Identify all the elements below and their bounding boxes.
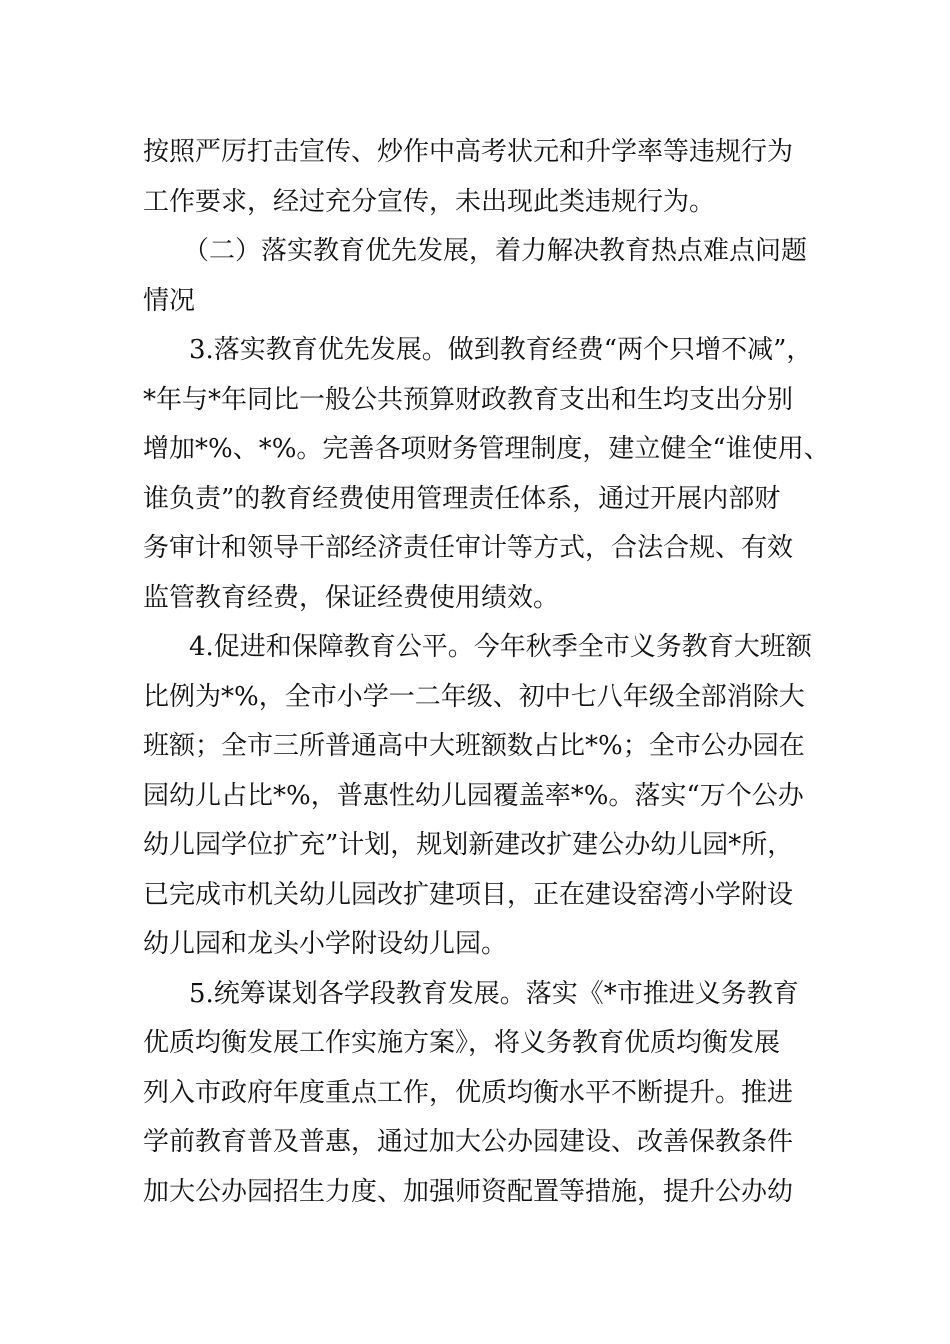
body-line: 幼儿园学位扩充”计划，规划新建改扩建公办幼儿园*所， bbox=[143, 830, 794, 860]
document-body bbox=[143, 128, 830, 1217]
paragraph-4-start: 4.促进和保障教育公平。今年秋季全市义务教育大班额 bbox=[189, 632, 812, 662]
body-line: 班额；全市三所普通高中大班额数占比*%；全市公办园在 bbox=[143, 731, 805, 761]
body-line: 园幼儿占比*%，普惠性幼儿园覆盖率*%。落实“万个公办 bbox=[143, 780, 804, 811]
body-line: 比例为*%，全市小学一二年级、初中七八年级全部消除大 bbox=[143, 681, 805, 712]
section-heading-continuation: 情况 bbox=[143, 285, 196, 316]
body-line: 优质均衡发展工作实施方案》，将义务教育优质均衡发展 bbox=[143, 1028, 781, 1058]
body-line: 幼儿园和龙头小学附设幼儿园。 bbox=[143, 929, 508, 959]
body-line: 已完成市机关幼儿园改扩建项目，正在建设窑湾小学附设 bbox=[143, 879, 794, 910]
body-line: 监管教育经费，保证经费使用绩效。 bbox=[143, 582, 560, 613]
body-line: 按照严厉打击宣传、炒作中高考状元和升学率等违规行为 bbox=[143, 137, 794, 167]
section-heading: （二）落实教育优先发展，着力解决教育热点难点问题 bbox=[183, 236, 808, 266]
paragraph-3-start: 3.落实教育优先发展。做到教育经费“两个只增不减”， bbox=[189, 335, 813, 365]
paragraph-5-start: 5.统筹谋划各学段教育发展。落实《*市推进义务教育 bbox=[189, 978, 799, 1009]
body-line: 学前教育普及普惠，通过加大公办园建设、改善保教条件 bbox=[143, 1127, 794, 1157]
body-line: 谁负责”的教育经费使用管理责任体系，通过开展内部财 bbox=[143, 483, 781, 514]
body-line: 列入市政府年度重点工作，优质均衡水平不断提升。推进 bbox=[143, 1077, 794, 1108]
body-line: *年与*年同比一般公共预算财政教育支出和生均支出分别 bbox=[143, 384, 794, 415]
body-line: 增加*%、*%。完善各项财务管理制度，建立健全“谁使用、 bbox=[143, 434, 830, 464]
body-line: 加大公办园招生力度、加强师资配置等措施，提升公办幼 bbox=[143, 1176, 794, 1207]
body-line: 工作要求，经过充分宣传，未出现此类违规行为。 bbox=[143, 186, 716, 217]
body-line: 务审计和领导干部经济责任审计等方式，合法合规、有效 bbox=[143, 533, 794, 563]
